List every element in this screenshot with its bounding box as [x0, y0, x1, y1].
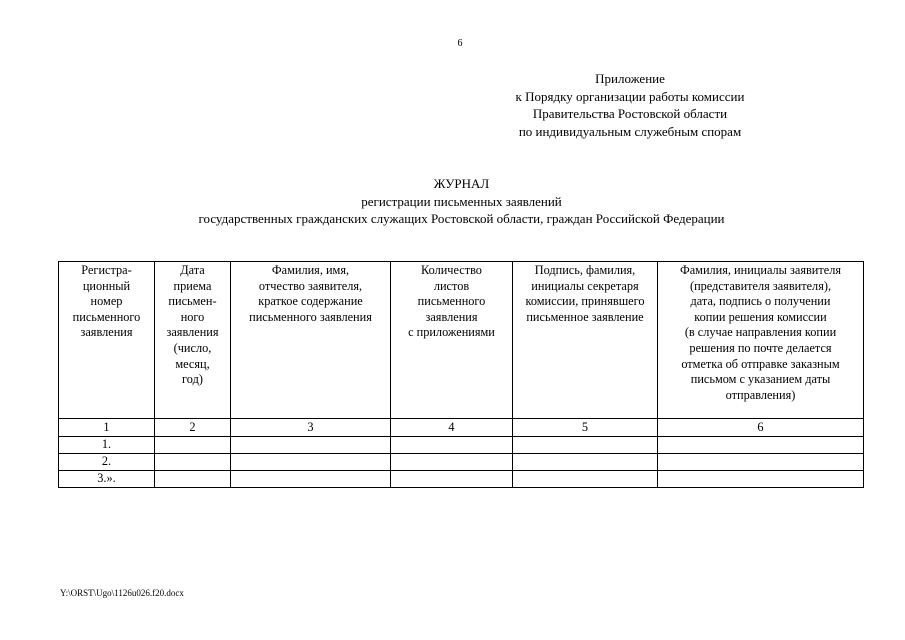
header-line: отправления) — [725, 387, 796, 402]
header-line: дата, подпись о получении — [690, 294, 831, 309]
empty-cell — [155, 454, 231, 471]
appendix-block — [470, 70, 790, 140]
row-number: 1. — [59, 437, 155, 454]
header-registration-number — [59, 262, 155, 419]
header-line: заявления — [80, 325, 133, 340]
empty-cell — [231, 471, 391, 488]
page-number: 6 — [457, 38, 463, 49]
header-line: Количество — [421, 263, 482, 277]
header-line: письменное заявление — [526, 309, 644, 324]
header-line: письмен- — [168, 294, 217, 309]
empty-cell — [155, 437, 231, 454]
header-line: год) — [182, 372, 203, 387]
header-line: копии решения комиссии — [694, 309, 827, 324]
header-line: решения по почте делается — [689, 340, 832, 355]
header-line: Дата — [180, 263, 205, 277]
column-number: 4 — [391, 419, 513, 437]
journal-title: ЖУРНАЛ — [433, 176, 490, 191]
empty-cell — [231, 454, 391, 471]
footer-file-path: Y:\ORST\Ugo\1126u026.f20.docx — [60, 588, 184, 598]
header-row — [59, 262, 864, 419]
journal-subtitle: регистрации письменных заявлений — [361, 193, 562, 209]
appendix-line: Приложение — [595, 71, 665, 86]
header-line: месяц, — [175, 356, 210, 371]
table-row — [59, 437, 864, 454]
registration-table — [58, 261, 864, 488]
column-number: 6 — [658, 419, 864, 437]
column-number: 1 — [59, 419, 155, 437]
header-line: (число, — [173, 340, 212, 355]
header-line: письменного — [72, 309, 141, 324]
header-line: комиссии, принявшего — [525, 294, 645, 309]
header-line: письмом с указанием даты — [690, 372, 831, 387]
header-line: (в случае направления копии — [684, 325, 837, 340]
header-line: заявления — [166, 325, 219, 340]
empty-cell — [391, 471, 513, 488]
empty-cell — [231, 437, 391, 454]
empty-cell — [391, 454, 513, 471]
appendix-line: по индивидуальным служебным спорам — [518, 123, 742, 139]
header-line: с приложениями — [408, 325, 495, 340]
journal-heading — [60, 175, 863, 228]
header-applicant-name — [231, 262, 391, 419]
empty-cell — [658, 437, 864, 454]
header-line: заявления — [425, 309, 478, 324]
header-secretary-signature — [513, 262, 658, 419]
header-line: краткое содержание — [258, 294, 363, 309]
header-sheet-count — [391, 262, 513, 419]
appendix-line: к Порядку организации работы комиссии — [515, 88, 745, 104]
empty-cell — [658, 454, 864, 471]
table-row — [59, 454, 864, 471]
header-line: листов — [433, 278, 470, 293]
row-number: 2. — [59, 454, 155, 471]
journal-subtitle: государственных гражданских служащих Ростовской области, граждан Российской Федерации — [198, 211, 725, 226]
header-line: ционный — [82, 278, 131, 293]
header-line: номер — [90, 294, 123, 309]
column-number-row — [59, 419, 864, 437]
column-number: 5 — [513, 419, 658, 437]
header-decision-receipt — [658, 262, 864, 419]
table-row — [59, 471, 864, 488]
column-number: 2 — [155, 419, 231, 437]
header-line: Регистра- — [81, 263, 132, 277]
header-receipt-date — [155, 262, 231, 419]
column-number: 3 — [231, 419, 391, 437]
empty-cell — [513, 437, 658, 454]
header-line: письменного заявления — [249, 309, 372, 324]
header-line: приема — [173, 278, 212, 293]
header-line: письменного — [417, 294, 486, 309]
header-line: инициалы секретаря — [531, 278, 639, 293]
header-line: Фамилия, имя, — [271, 263, 350, 277]
empty-cell — [513, 471, 658, 488]
header-line: отметка об отправке заказным — [681, 356, 840, 371]
header-line: отчество заявителя, — [258, 278, 363, 293]
empty-cell — [513, 454, 658, 471]
empty-cell — [391, 437, 513, 454]
empty-cell — [658, 471, 864, 488]
empty-cell — [155, 471, 231, 488]
header-line: Подпись, фамилия, — [534, 263, 636, 277]
appendix-line: Правительства Ростовской области — [532, 106, 728, 121]
header-line: ного — [180, 309, 205, 324]
row-number: 3.». — [59, 471, 155, 488]
header-line: Фамилия, инициалы заявителя — [680, 263, 841, 277]
header-line: (представителя заявителя), — [689, 278, 832, 293]
